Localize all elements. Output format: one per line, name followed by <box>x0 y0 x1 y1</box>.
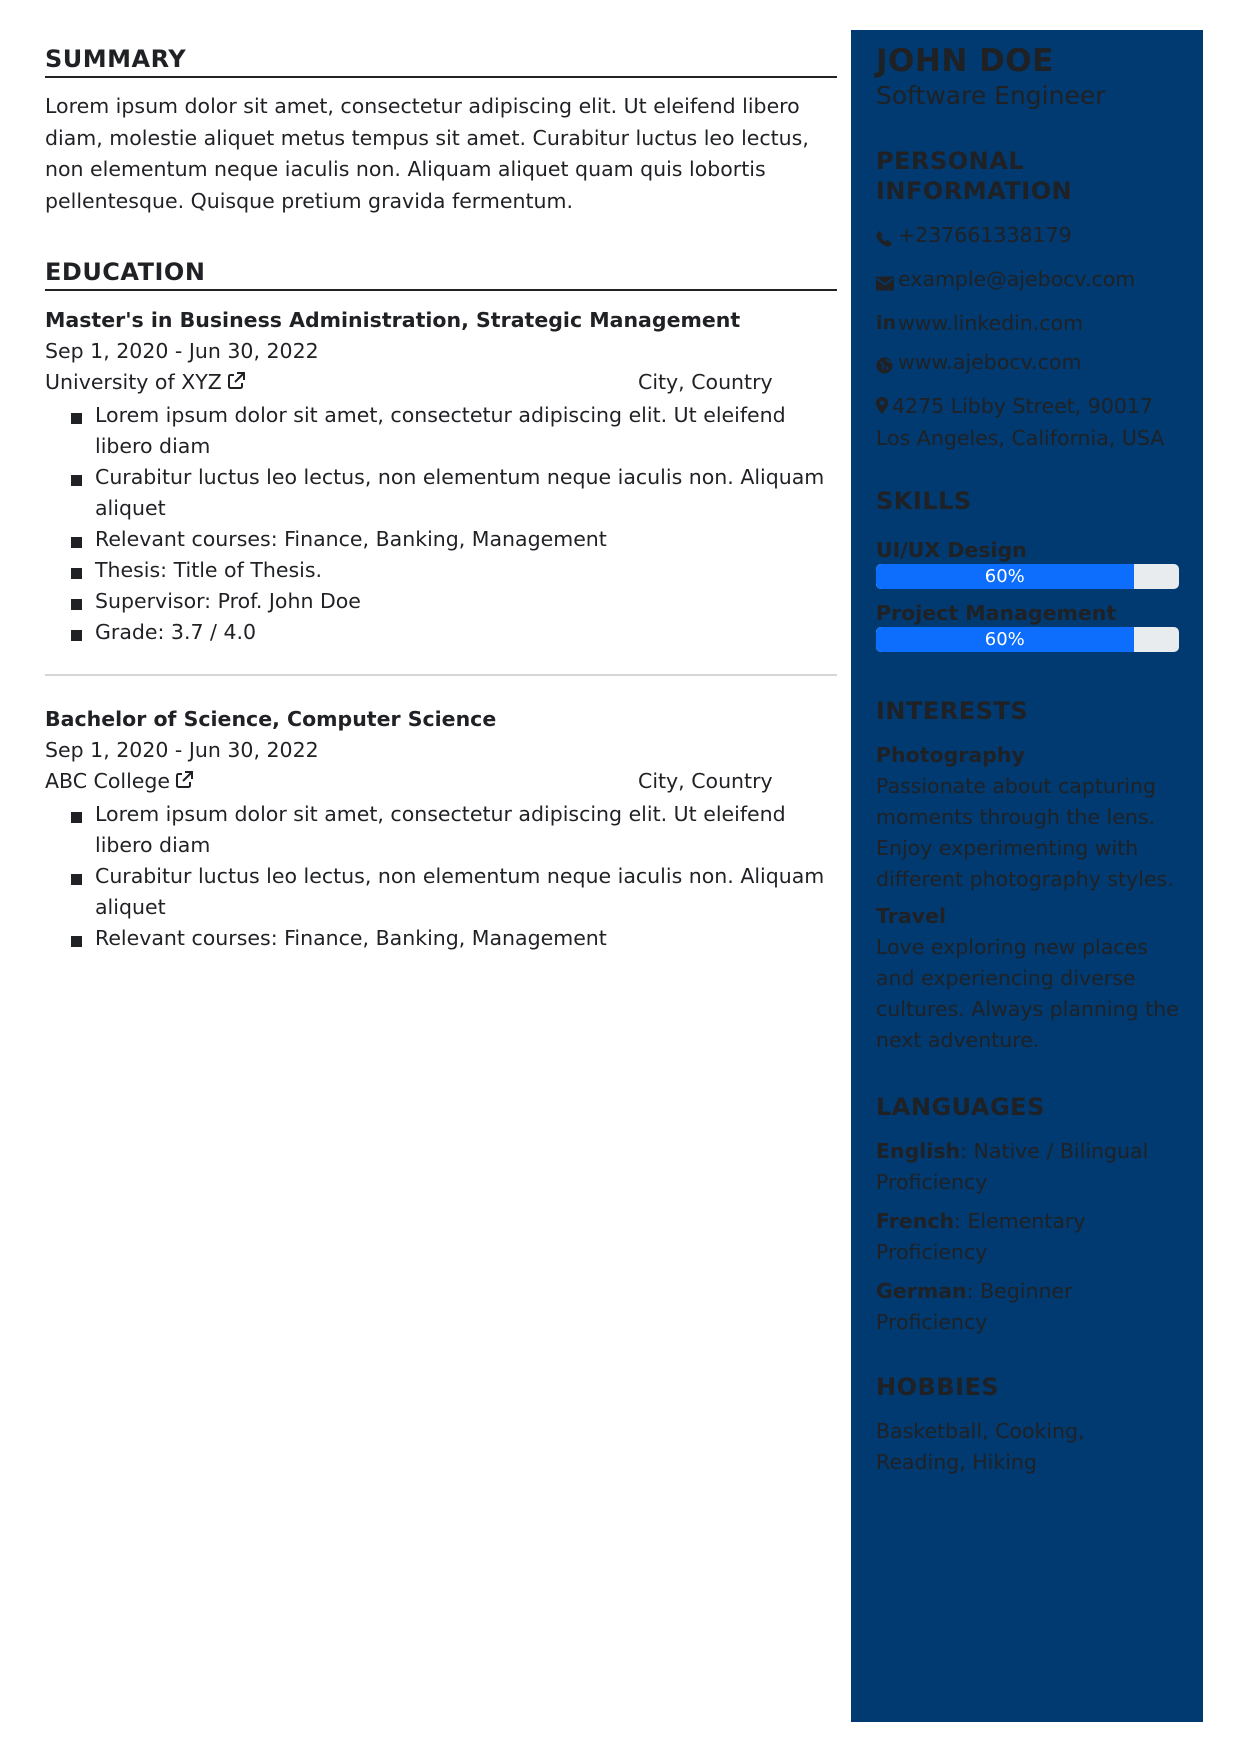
education-location: City, Country <box>638 370 773 394</box>
language-name: English <box>876 1139 961 1163</box>
education-degree: Master's in Business Administration, Strategic Management <box>45 308 741 332</box>
list-item-text: Curabitur luctus leo lectus, non elementum neque iaculis non. Aliquam aliquet <box>95 864 825 919</box>
education-institution-name[interactable]: ABC College <box>45 769 171 793</box>
education-institution-row <box>45 367 837 400</box>
interest-item <box>876 740 1179 895</box>
contact-linkedin-text[interactable]: www.linkedin.com <box>898 311 1084 335</box>
contact-website-text[interactable]: www.ajebocv.com <box>898 350 1082 374</box>
list-item <box>71 586 837 617</box>
language-name: French <box>876 1209 955 1233</box>
list-item <box>71 861 837 923</box>
education-entry <box>45 305 837 648</box>
main-column <box>45 44 837 954</box>
list-item <box>71 923 837 954</box>
education-institution[interactable] <box>45 367 638 400</box>
skill-progress-bar <box>876 627 1179 652</box>
list-item-text: Curabitur luctus leo lectus, non elementum neque iaculis non. Aliquam aliquet <box>95 465 825 520</box>
skill-item <box>876 536 1179 589</box>
languages-section <box>876 1092 1179 1338</box>
list-item-text: Relevant courses: Finance, Banking, Management <box>95 527 607 551</box>
education-dates: Sep 1, 2020 - Jun 30, 2022 <box>45 738 319 762</box>
candidate-role: Software Engineer <box>876 81 1106 110</box>
skill-progress-fill: 60% <box>876 627 1134 652</box>
summary-text: Lorem ipsum dolor sit amet, consectetur adipiscing elit. Ut eleifend libero diam, molestie aliquet metus tempus sit amet. Curabitur luctus leo lectus, non elementum neque iaculis non. Aliquam aliquet quam quis lobortis pellentesque. Quisque pretium gravida fermentum. <box>45 94 809 213</box>
language-level: : Beginner Proficiency <box>876 1279 1073 1334</box>
entry-divider <box>45 674 837 676</box>
language-item <box>876 1276 1179 1338</box>
education-institution[interactable] <box>45 766 638 799</box>
languages-title: LANGUAGES <box>876 1093 1045 1121</box>
square-bullet-icon <box>71 537 82 548</box>
linkedin-icon: in <box>876 312 897 334</box>
interest-name: Photography <box>876 743 1025 767</box>
candidate-name: JOHN DOE <box>876 43 1054 79</box>
list-item-text: Supervisor: Prof. John Doe <box>95 589 361 613</box>
personal-info-title: PERSONAL INFORMATION <box>876 147 1073 205</box>
contact-phone[interactable] <box>876 220 1179 256</box>
phone-icon <box>876 225 898 256</box>
external-link-icon[interactable] <box>226 369 246 400</box>
list-item-text: Lorem ipsum dolor sit amet, consectetur adipiscing elit. Ut eleifend libero diam <box>95 403 786 458</box>
skill-name: UI/UX Design <box>876 538 1027 562</box>
square-bullet-icon <box>71 413 82 424</box>
language-item <box>876 1206 1179 1268</box>
list-item <box>71 799 837 861</box>
square-bullet-icon <box>71 568 82 579</box>
square-bullet-icon <box>71 599 82 610</box>
language-level: : Elementary Proficiency <box>876 1209 1086 1264</box>
list-item <box>71 524 837 555</box>
interest-text: Love exploring new places and experiencing diverse cultures. Always planning the next adventure. <box>876 935 1179 1052</box>
interest-text: Passionate about capturing moments through the lens. Enjoy experimenting with different photography styles. <box>876 774 1174 891</box>
skill-progress-bar <box>876 564 1179 589</box>
contact-address-line2: Los Angeles, California, USA <box>876 426 1165 450</box>
education-institution-row <box>45 766 837 799</box>
education-bullets <box>45 400 837 648</box>
language-name: German <box>876 1279 967 1303</box>
square-bullet-icon <box>71 630 82 641</box>
square-bullet-icon <box>71 874 82 885</box>
skills-title: SKILLS <box>876 487 972 515</box>
envelope-icon <box>876 269 898 300</box>
skill-name: Project Management <box>876 601 1117 625</box>
education-entry <box>45 704 837 954</box>
globe-icon <box>876 352 898 383</box>
skills-section <box>876 486 1179 652</box>
list-item <box>71 462 837 524</box>
education-degree: Bachelor of Science, Computer Science <box>45 707 497 731</box>
square-bullet-icon <box>71 475 82 486</box>
external-link-icon[interactable] <box>174 768 194 799</box>
list-item-text: Grade: 3.7 / 4.0 <box>95 620 257 644</box>
interests-section <box>876 696 1179 1056</box>
hobbies-title: HOBBIES <box>876 1373 1000 1401</box>
personal-info-section <box>876 146 1179 454</box>
square-bullet-icon <box>71 936 82 947</box>
skill-progress-fill: 60% <box>876 564 1134 589</box>
contact-address <box>876 391 1179 454</box>
contact-website[interactable] <box>876 347 1179 383</box>
hobbies-section <box>876 1372 1179 1478</box>
hobbies-text: Basketball, Cooking, Reading, Hiking <box>876 1419 1085 1474</box>
list-item <box>71 400 837 462</box>
language-item <box>876 1136 1179 1198</box>
summary-section <box>45 44 837 217</box>
list-item <box>71 617 837 648</box>
contact-phone-text[interactable]: +237661338179 <box>898 223 1072 247</box>
list-item-text: Lorem ipsum dolor sit amet, consectetur adipiscing elit. Ut eleifend libero diam <box>95 802 786 857</box>
education-bullets <box>45 799 837 954</box>
interest-item <box>876 901 1179 1056</box>
education-section <box>45 257 837 954</box>
education-title: EDUCATION <box>45 257 837 291</box>
education-location: City, Country <box>638 769 773 793</box>
contact-linkedin[interactable] <box>876 308 1179 339</box>
summary-title: SUMMARY <box>45 44 837 78</box>
contact-email-text[interactable]: example@ajebocv.com <box>898 267 1136 291</box>
skill-item <box>876 599 1179 652</box>
list-item-text: Thesis: Title of Thesis. <box>95 558 323 582</box>
education-institution-name[interactable]: University of XYZ <box>45 370 222 394</box>
interest-name: Travel <box>876 904 946 928</box>
sidebar <box>851 30 1203 1722</box>
contact-email[interactable] <box>876 264 1179 300</box>
education-dates: Sep 1, 2020 - Jun 30, 2022 <box>45 339 319 363</box>
list-item-text: Relevant courses: Finance, Banking, Management <box>95 926 607 950</box>
list-item <box>71 555 837 586</box>
contact-address-line1: 4275 Libby Street, 90017 <box>892 394 1154 418</box>
square-bullet-icon <box>71 812 82 823</box>
map-marker-icon <box>876 392 892 423</box>
language-level: : Native / Bilingual Proficiency <box>876 1139 1149 1194</box>
interests-title: INTERESTS <box>876 697 1029 725</box>
